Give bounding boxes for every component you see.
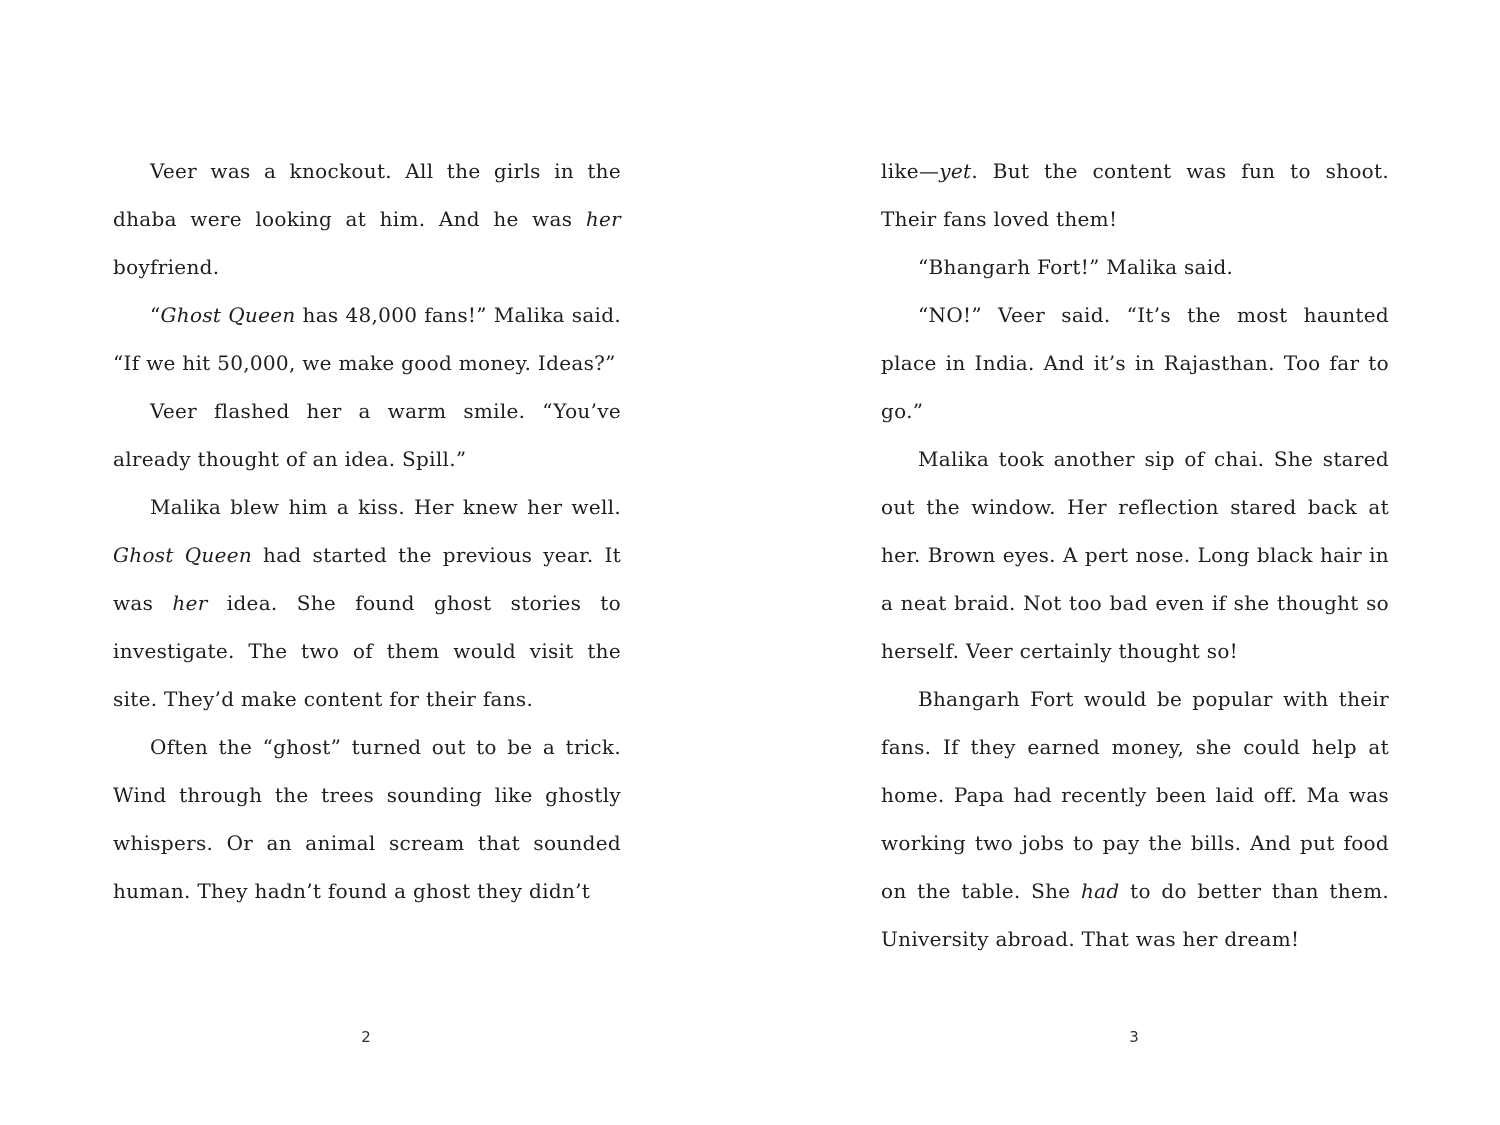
text-segment: idea. She found ghost stories to investigate. The two of them would visit the site. They’d make content for their fans. — [113, 591, 621, 711]
text-segment: . But the content was fun to shoot. Their fans loved them! — [881, 159, 1389, 231]
paragraph — [113, 483, 621, 723]
paragraph — [881, 675, 1389, 963]
text-segment: Malika blew him a kiss. Her knew her well. — [150, 495, 621, 519]
paragraph — [881, 291, 1389, 435]
text-segment: boyfriend. — [113, 255, 220, 279]
paragraph — [113, 387, 621, 483]
page-number-right: 3 — [1129, 1028, 1139, 1046]
paragraph — [881, 435, 1389, 675]
right-page-body — [881, 147, 1389, 963]
paragraph — [881, 243, 1389, 291]
paragraph — [881, 147, 1389, 243]
text-segment: Veer was a knockout. All the girls in the dhaba were looking at him. And he was — [113, 159, 621, 231]
emphasis-text: yet — [939, 159, 972, 183]
text-segment: like— — [881, 159, 940, 183]
paragraph — [113, 291, 621, 387]
text-segment: to do better than them. University abroad. That was her dream! — [881, 879, 1389, 951]
text-segment: Veer flashed her a warm smile. “You’ve already thought of an idea. Spill.” — [113, 399, 621, 471]
page-number-left: 2 — [361, 1028, 371, 1046]
emphasis-text: Ghost Queen — [160, 303, 296, 327]
left-page-body — [113, 147, 621, 915]
text-segment: Bhangarh Fort would be popular with their fans. If they earned money, she could help at home. Papa had recently been laid off. Ma was working two jobs to pay the bills. And put food on the table. She — [881, 687, 1389, 903]
text-segment: Malika took another sip of chai. She stared out the window. Her reflection stared back at her. Brown eyes. A pert nose. Long black hair in a neat braid. Not too bad even if she thought so herself. Veer certainly thought so! — [881, 447, 1389, 663]
emphasis-text: had — [1081, 879, 1120, 903]
text-segment: had started the previous year. It was — [113, 543, 622, 615]
paragraph — [113, 723, 621, 915]
emphasis-text: her — [172, 591, 208, 615]
text-segment: Often the “ghost” turned out to be a trick. Wind through the trees sounding like ghostly whispers. Or an animal scream that sounded human. They hadn’t found a ghost they didn’t — [113, 735, 621, 903]
emphasis-text: Ghost Queen — [113, 543, 253, 567]
paragraph — [113, 147, 621, 291]
text-segment: “NO!” Veer said. “It’s the most haunted place in India. And it’s in Rajasthan. Too far to go.” — [881, 303, 1389, 423]
text-segment: “ — [150, 303, 161, 327]
text-segment: has 48,000 fans!” Malika said. “If we hit 50,000, we make good money. Ideas?” — [113, 303, 621, 375]
emphasis-text: her — [585, 207, 621, 231]
text-segment: “Bhangarh Fort!” Malika said. — [918, 255, 1234, 279]
